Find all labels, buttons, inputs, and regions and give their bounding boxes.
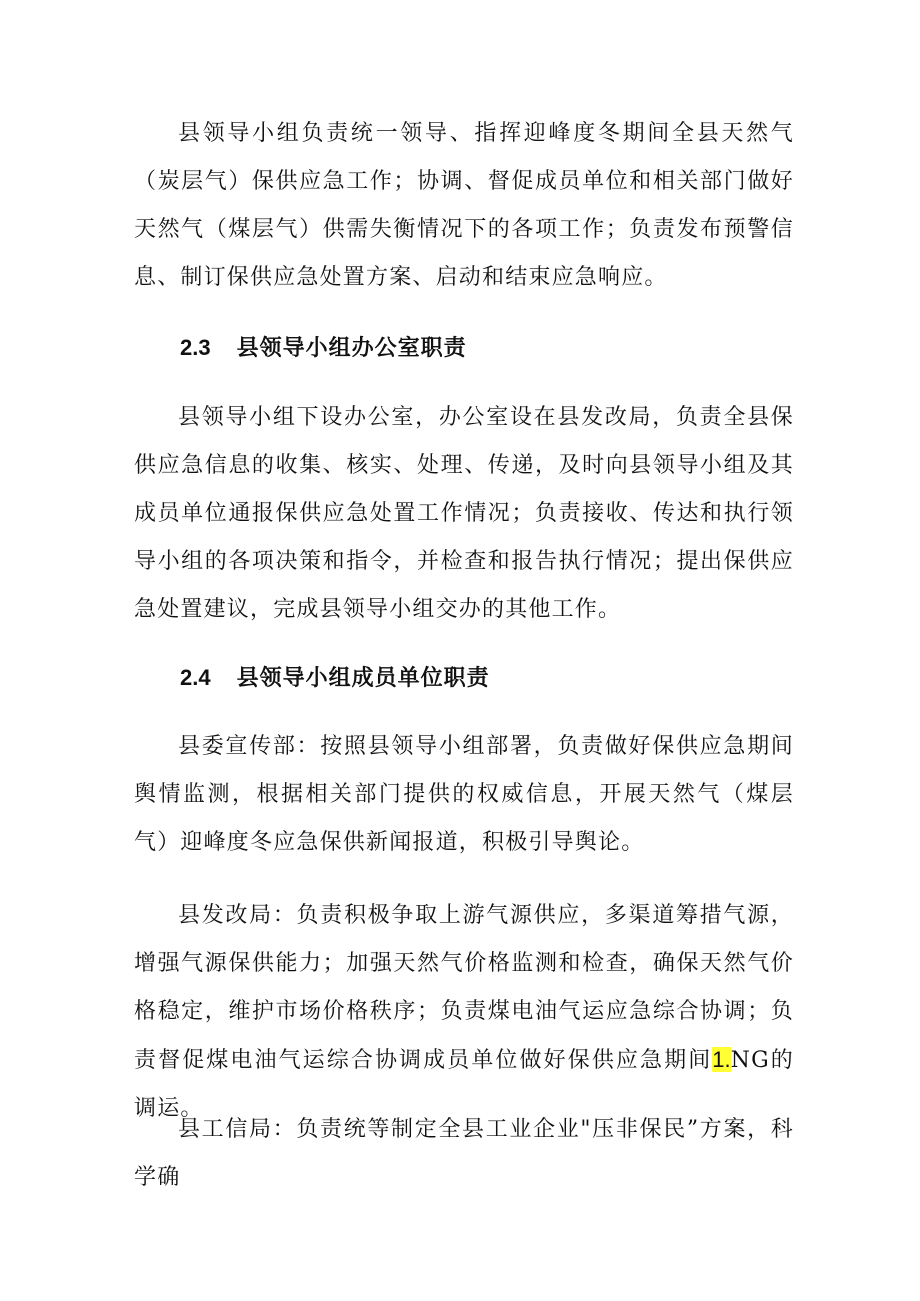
highlighted-text: 1. (712, 1047, 731, 1072)
section-title: 县领导小组办公室职责 (236, 335, 467, 361)
paragraph-development-bureau (134, 892, 794, 1133)
paragraph-leadership-duties: 县领导小组负责统一领导、指挥迎峰度冬期间全县天然气（炭层气）保供应急工作；协调、督促成员单位和相关部门做好天然气（煤层气）供需失衡情况下的各项工作；负责发布预警信息、制订保供应急处置方案、启动和结束应急响应。 (134, 121, 794, 290)
section-heading-2-3 (180, 328, 467, 368)
section-number: 2.4 (180, 665, 211, 690)
section-title: 县领导小组成员单位职责 (236, 665, 490, 691)
paragraph-office-duties: 县领导小组下设办公室，办公室设在县发改局，负责全县保供应急信息的收集、核实、处理、传递，及时向县领导小组及其成员单位通报保供应急处置工作情况；负责接收、传达和执行领导小组的各项决策和指令，并检查和报告执行情况；提出保供应急处置建议，完成县领导小组交办的其他工作。 (134, 405, 794, 622)
section-number: 2.3 (180, 335, 211, 360)
section-heading-2-4 (180, 658, 490, 698)
paragraph-text-tail: NG的调运。 (134, 1048, 794, 1121)
paragraph-text: 县发改局：负责积极争取上游气源供应，多渠道筹措气源，增强气源保供能力；加强天然气价格监测和检查，确保天然气价格稳定，维护市场价格秩序；负责煤电油气运应急综合协调；负责督促煤电油气运综合协调成员单位做好保供应急期间 (134, 903, 794, 1073)
paragraph-industry-bureau: 县工信局：负责统等制定全县工业企业"压非保民”方案，科学确 (134, 1117, 794, 1190)
paragraph-propaganda-dept: 县委宣传部：按照县领导小组部署，负责做好保供应急期间舆情监测，根据相关部门提供的权威信息，开展天然气（煤层气）迎峰度冬应急保供新闻报道，积极引导舆论。 (134, 734, 794, 855)
